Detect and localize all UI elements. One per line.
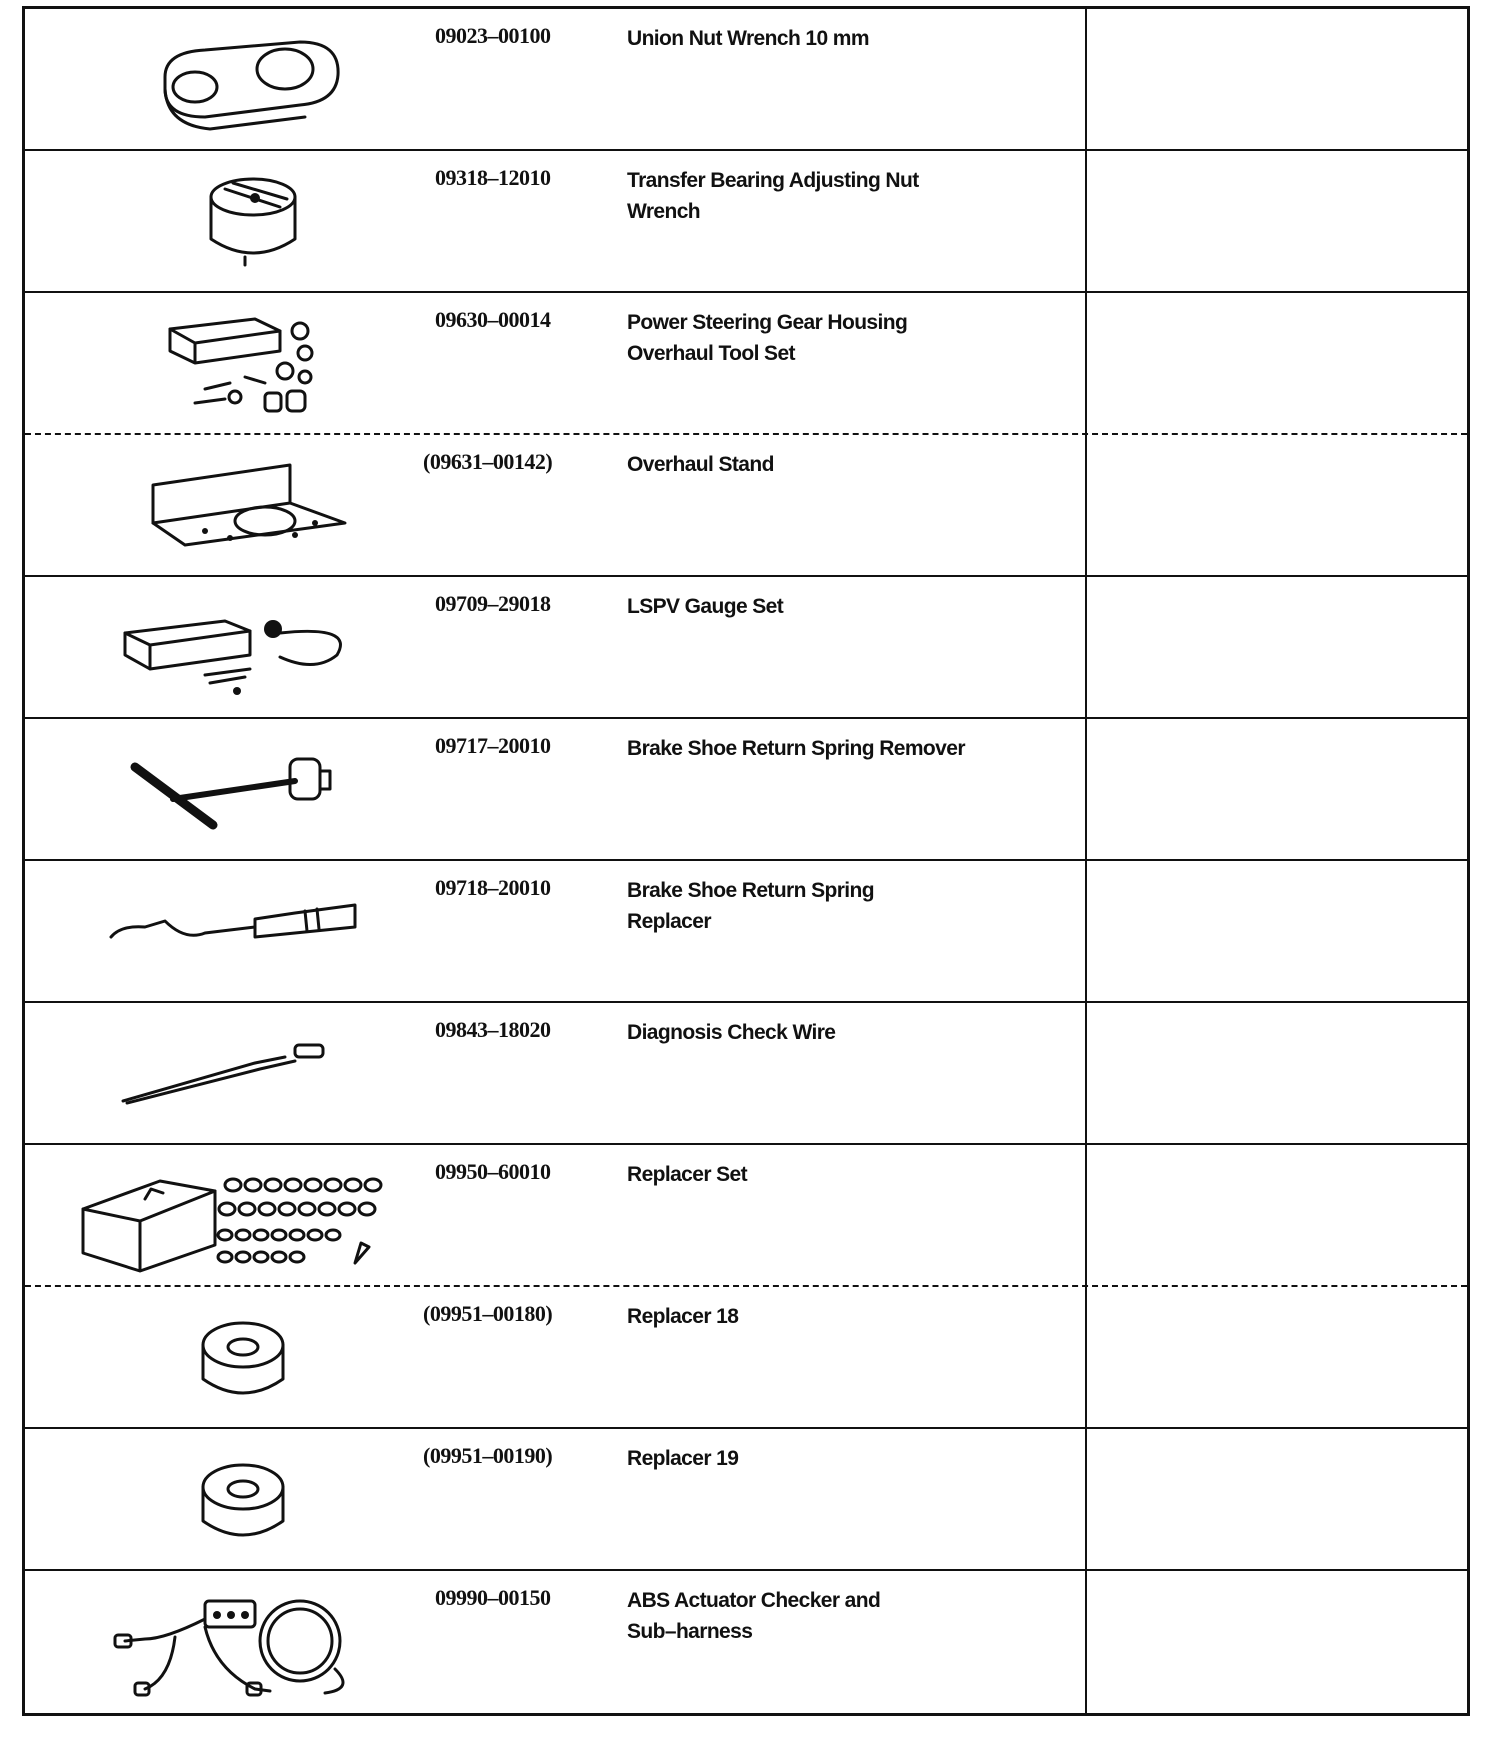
part-number: 09630–00014 <box>435 307 551 332</box>
tool-name-line: LSPV Gauge Set <box>627 595 784 618</box>
part-number: (09631–00142) <box>423 449 553 474</box>
part-number: 09318–12010 <box>435 165 551 190</box>
tool-set-icon <box>55 301 385 427</box>
tool-name <box>627 1585 1047 1647</box>
special-service-tools-table <box>22 6 1470 1716</box>
part-number: 09718–20010 <box>435 875 551 900</box>
table-row <box>25 293 1467 435</box>
tool-name-line: Union Nut Wrench 10 mm <box>627 27 869 50</box>
tool-name-line: Power Steering Gear Housing <box>627 311 908 334</box>
part-number: 09990–00150 <box>435 1585 551 1610</box>
part-number: 09950–60010 <box>435 1159 551 1184</box>
table-row <box>25 577 1467 719</box>
note-cell <box>1089 9 1467 149</box>
part-number: 09717–20010 <box>435 733 551 758</box>
table-row <box>25 1429 1467 1571</box>
gauge-set-icon <box>55 585 385 711</box>
tool-name <box>627 1301 1047 1332</box>
note-cell <box>1089 1571 1467 1713</box>
note-cell <box>1089 151 1467 291</box>
tool-name <box>627 23 1047 54</box>
tool-name <box>627 307 1047 369</box>
replacer-set-icon <box>55 1153 385 1279</box>
table-row <box>25 1003 1467 1145</box>
note-cell <box>1089 435 1467 575</box>
check-wire-icon <box>55 1011 385 1137</box>
replacer-ring-icon <box>55 1437 385 1563</box>
tool-name-line: ABS Actuator Checker and <box>627 1589 881 1612</box>
union-nut-wrench-icon <box>55 17 385 143</box>
part-number: (09951–00180) <box>423 1301 553 1326</box>
note-cell <box>1089 1287 1467 1427</box>
note-cell <box>1089 293 1467 433</box>
part-number: 09709–29018 <box>435 591 551 616</box>
bearing-nut-wrench-icon <box>55 159 385 285</box>
tool-name <box>627 1159 1047 1190</box>
table-row <box>25 1145 1467 1287</box>
tool-name-line: Replacer <box>627 910 711 933</box>
table-row <box>25 1287 1467 1429</box>
note-cell <box>1089 719 1467 859</box>
tool-name <box>627 1443 1047 1474</box>
note-cell <box>1089 1429 1467 1569</box>
tool-name-line: Brake Shoe Return Spring Remover <box>627 737 965 760</box>
overhaul-stand-icon <box>55 443 385 569</box>
part-number: (09951–00190) <box>423 1443 553 1468</box>
tool-name <box>627 1017 1047 1048</box>
note-cell <box>1089 1003 1467 1143</box>
spring-remover-icon <box>55 727 385 853</box>
table-row <box>25 9 1467 151</box>
tool-name-line: Diagnosis Check Wire <box>627 1021 836 1044</box>
note-cell <box>1089 577 1467 717</box>
abs-checker-icon <box>55 1579 385 1705</box>
part-number: 09843–18020 <box>435 1017 551 1042</box>
tool-name <box>627 733 1047 764</box>
tool-name <box>627 591 1047 622</box>
table-row <box>25 861 1467 1003</box>
table-row <box>25 151 1467 293</box>
tool-name-line: Replacer Set <box>627 1163 748 1186</box>
note-cell <box>1089 861 1467 1001</box>
tool-name-line: Transfer Bearing Adjusting Nut <box>627 169 919 192</box>
table-row <box>25 1571 1467 1713</box>
part-number: 09023–00100 <box>435 23 551 48</box>
tool-name-line: Sub–harness <box>627 1620 753 1643</box>
replacer-ring-icon <box>55 1295 385 1421</box>
tool-name-line: Replacer 19 <box>627 1447 739 1470</box>
spring-replacer-icon <box>55 869 385 995</box>
note-cell <box>1089 1145 1467 1285</box>
tool-name <box>627 449 1047 480</box>
tool-name-line: Wrench <box>627 200 701 223</box>
tool-name-line: Overhaul Tool Set <box>627 342 795 365</box>
tool-name-line: Brake Shoe Return Spring <box>627 879 874 902</box>
tool-name-line: Replacer 18 <box>627 1305 739 1328</box>
tool-name-line: Overhaul Stand <box>627 453 774 476</box>
table-row <box>25 719 1467 861</box>
tool-name <box>627 875 1047 937</box>
table-row <box>25 435 1467 577</box>
tool-name <box>627 165 1047 227</box>
